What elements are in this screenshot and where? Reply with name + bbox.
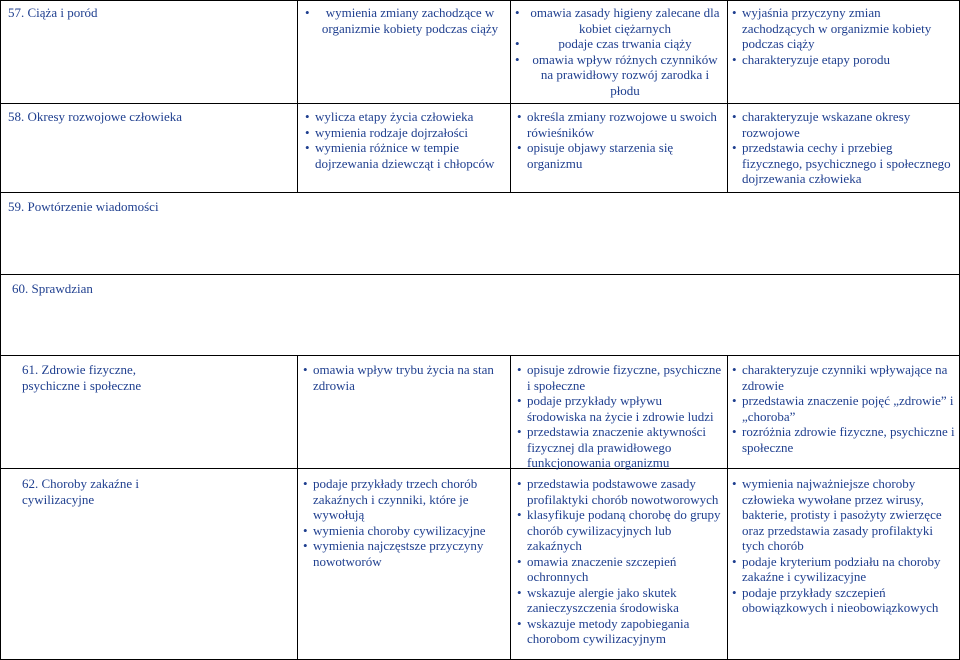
grid-line <box>0 103 960 104</box>
requirement-item: • przedstawia znaczenie pojęć „zdrowie” i „choroba” <box>732 393 956 424</box>
requirement-item: • opisuje zdrowie fizyczne, psychiczne i społeczne <box>517 362 722 393</box>
grid-line <box>727 355 728 660</box>
grid-line <box>0 0 960 1</box>
grid-line <box>297 0 298 192</box>
requirement-item: • charakteryzuje wskazane okresy rozwojowe <box>732 109 956 140</box>
grid-line <box>510 0 511 192</box>
requirement-item: • podaje przykłady trzech chorób zakaźnych i czynniki, które je wywołują <box>303 476 506 523</box>
requirement-item: • wymienia najczęstsze przyczyny nowotworów <box>303 538 506 569</box>
requirement-item: • klasyfikuje podaną chorobę do grupy chorób cywilizacyjnych lub zakaźnych <box>517 507 723 554</box>
lesson-topic-57: 57. Ciąża i poród <box>8 5 98 20</box>
requirement-item: • wylicza etapy życia człowieka <box>305 109 505 125</box>
grid-line <box>297 355 298 660</box>
requirements-advanced-58 <box>732 109 956 187</box>
requirement-item: • wskazuje alergie jako skutek zanieczyszczenia środowiska <box>517 585 723 616</box>
requirement-item: • wskazuje metody zapobiegania chorobom cywilizacyjnym <box>517 616 723 647</box>
requirement-item: • wymienia rodzaje dojrzałości <box>305 125 505 141</box>
requirements-extended-62 <box>517 476 723 647</box>
requirement-item: • wymienia najważniejsze choroby człowieka wywołane przez wirusy, bakterie, protisty i pasożyty zwierzęce oraz przedstawia zasady profilaktyki tych chorób <box>732 476 956 554</box>
lesson-topic-62: 62. Choroby zakaźne i cywilizacyjne <box>22 476 139 507</box>
requirements-advanced-57 <box>732 5 956 67</box>
grid-line <box>0 468 960 469</box>
requirement-item: • omawia zasady higieny zalecane dla kobiet ciężarnych <box>515 5 725 36</box>
requirements-advanced-61 <box>732 362 956 455</box>
requirement-item: • podaje przykłady wpływu środowiska na życie i zdrowie ludzi <box>517 393 722 424</box>
requirement-item: • określa zmiany rozwojowe u swoich rówieśników <box>517 109 722 140</box>
grid-line <box>510 355 511 660</box>
requirements-extended-61 <box>517 362 722 471</box>
requirement-item: • podaje czas trwania ciąży <box>515 36 725 52</box>
requirement-item: • przedstawia znaczenie aktywności fizycznej dla prawidłowego funkcjonowania organizmu <box>517 424 722 471</box>
grid-line <box>0 274 960 275</box>
requirements-basic-58 <box>305 109 505 171</box>
requirement-item: • wymienia różnice w tempie dojrzewania dziewcząt i chłopców <box>305 140 505 171</box>
requirement-item: • przedstawia podstawowe zasady profilaktyki chorób nowotworowych <box>517 476 723 507</box>
requirements-basic-62 <box>303 476 506 569</box>
lesson-topic-60: 60. Sprawdzian <box>12 281 93 296</box>
requirement-item: • rozróżnia zdrowie fizyczne, psychiczne i społeczne <box>732 424 956 455</box>
requirement-item: • omawia wpływ trybu życia na stan zdrowia <box>303 362 506 393</box>
grid-line <box>0 0 1 660</box>
requirements-advanced-62 <box>732 476 956 616</box>
requirements-basic-61 <box>303 362 506 393</box>
grid-line <box>727 0 728 192</box>
requirement-item: • wymienia choroby cywilizacyjne <box>303 523 506 539</box>
requirement-item: • podaje kryterium podziału na choroby zakaźne i cywilizacyjne <box>732 554 956 585</box>
requirement-item: • omawia wpływ różnych czynników na prawidłowy rozwój zarodka i płodu <box>515 52 725 99</box>
requirement-item: • charakteryzuje etapy porodu <box>732 52 956 68</box>
requirement-item: • omawia znaczenie szczepień ochronnych <box>517 554 723 585</box>
requirement-item: • wymienia zmiany zachodzące w organizmie kobiety podczas ciąży <box>305 5 505 36</box>
grid-line <box>0 355 960 356</box>
requirements-basic-57 <box>305 5 505 36</box>
requirement-item: • wyjaśnia przyczyny zmian zachodzących w organizmie kobiety podczas ciąży <box>732 5 956 52</box>
requirements-extended-58 <box>517 109 722 171</box>
lesson-topic-61: 61. Zdrowie fizyczne, psychiczne i społeczne <box>22 362 142 393</box>
grid-line <box>0 192 960 193</box>
requirement-item: • przedstawia cechy i przebieg fizycznego, psychicznego i społecznego dojrzewania człowieka <box>732 140 956 187</box>
lesson-topic-59: 59. Powtórzenie wiadomości <box>8 199 159 214</box>
requirement-item: • podaje przykłady szczepień obowiązkowych i nieobowiązkowych <box>732 585 956 616</box>
requirements-extended-57 <box>515 5 725 98</box>
requirement-item: • charakteryzuje czynniki wpływające na zdrowie <box>732 362 956 393</box>
lesson-topic-58: 58. Okresy rozwojowe człowieka <box>8 109 182 124</box>
requirement-item: • opisuje objawy starzenia się organizmu <box>517 140 722 171</box>
